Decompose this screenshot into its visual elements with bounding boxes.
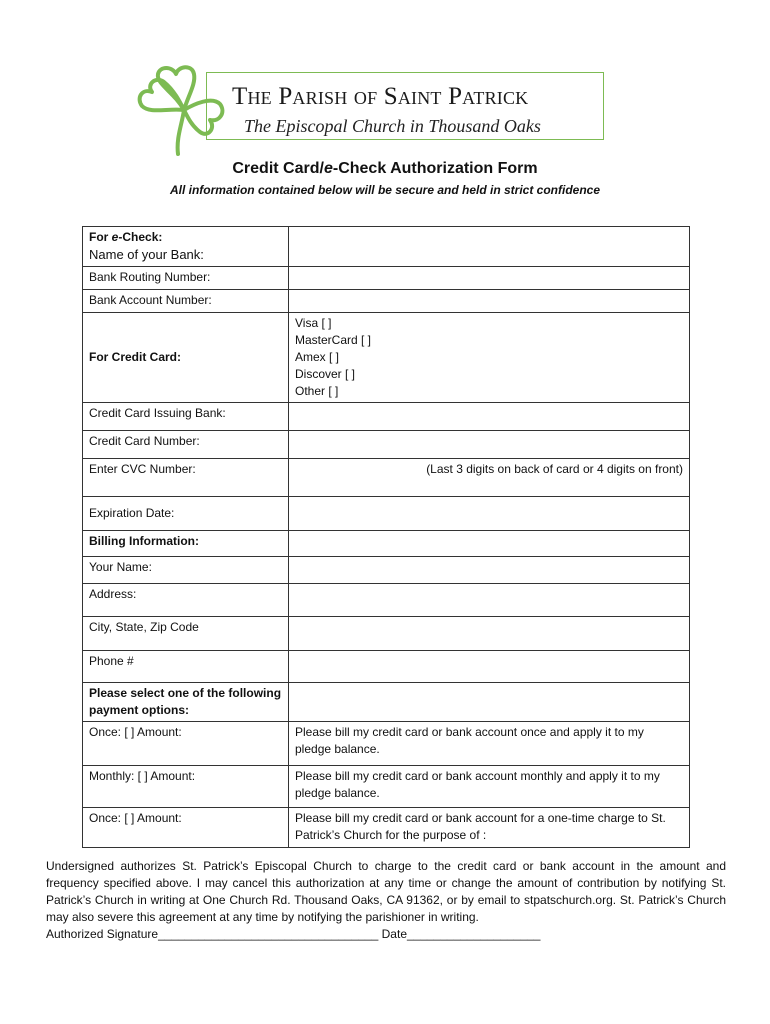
form-subtitle: All information contained below will be secure and held in strict confidence [169,183,601,197]
address-label: Address: [83,584,289,617]
payment-option-onetime-label[interactable]: Once: [ ] Amount: [83,808,289,848]
billing-heading: Billing Information: [83,531,289,557]
card-type-options [289,313,690,403]
bank-name-label: Name of your Bank: [89,247,204,262]
phone-field[interactable] [289,651,690,683]
payment-heading: Please select one of the following payment options: [83,683,289,722]
authorization-table [82,226,690,848]
city-field[interactable] [289,617,690,651]
city-label: City, State, Zip Code [83,617,289,651]
echeck-section [83,227,289,267]
card-type-discover[interactable]: Discover [ ] [295,367,356,381]
expiration-field[interactable] [289,497,690,531]
cvc-hint: (Last 3 digits on back of card or 4 digits on front) [426,462,683,476]
org-subtitle: The Episcopal Church in Thousand Oaks [244,116,541,136]
account-field[interactable] [289,290,690,313]
payment-option-onetime-text: Please bill my credit card or bank account for a one-time charge to St. Patrick’s Church for the purpose of : [289,808,690,848]
authorization-text: Undersigned authorizes St. Patrick’s Episcopal Church to charge to the credit card or bank account in the amount and frequency specified above. I may cancel this authorization at any time or change the amount of contribution by notifying St. Patrick’s Church in writing at One Church Rd. Thousand Oaks, CA 91362, or by email to stpatschurch.org. St. Patrick’s Church may also severe this agreement at any time by notifying the parishioner in writing. [46,859,726,924]
org-name: The Parish of Saint Patrick [232,83,529,110]
expiration-label: Expiration Date: [83,497,289,531]
card-type-visa[interactable]: Visa [ ] [295,316,332,330]
cvc-label: Enter CVC Number: [83,459,289,497]
account-label: Bank Account Number: [83,290,289,313]
phone-label: Phone # [83,651,289,683]
payment-option-monthly-text: Please bill my credit card or bank account monthly and apply it to my pledge balance. [289,766,690,808]
card-number-label: Credit Card Number: [83,431,289,459]
credit-card-heading: For Credit Card: [83,313,289,403]
your-name-label: Your Name: [83,557,289,584]
payment-option-once-text: Please bill my credit card or bank account once and apply it to my pledge balance. [289,722,690,766]
issuing-bank-label: Credit Card Issuing Bank: [83,403,289,431]
payment-option-monthly-label[interactable]: Monthly: [ ] Amount: [83,766,289,808]
card-type-other[interactable]: Other [ ] [295,384,339,398]
payment-option-once-label[interactable]: Once: [ ] Amount: [83,722,289,766]
card-type-amex[interactable]: Amex [ ] [295,350,340,364]
cvc-field[interactable] [289,459,690,497]
routing-label: Bank Routing Number: [83,267,289,290]
issuing-bank-field[interactable] [289,403,690,431]
form-title: Credit Card/e-Check Authorization Form [232,160,538,177]
signature-line: Authorized Signature_________________________________ Date____________________ [46,927,541,941]
echeck-heading: For e-Check: [89,230,163,244]
address-field[interactable] [289,584,690,617]
header-logo [134,62,614,158]
your-name-field[interactable] [289,557,690,584]
payment-heading-blank [289,683,690,722]
card-number-field[interactable] [289,431,690,459]
bank-name-field[interactable] [289,227,690,267]
billing-heading-blank [289,531,690,557]
routing-field[interactable] [289,267,690,290]
card-type-mastercard[interactable]: MasterCard [ ] [295,333,372,347]
